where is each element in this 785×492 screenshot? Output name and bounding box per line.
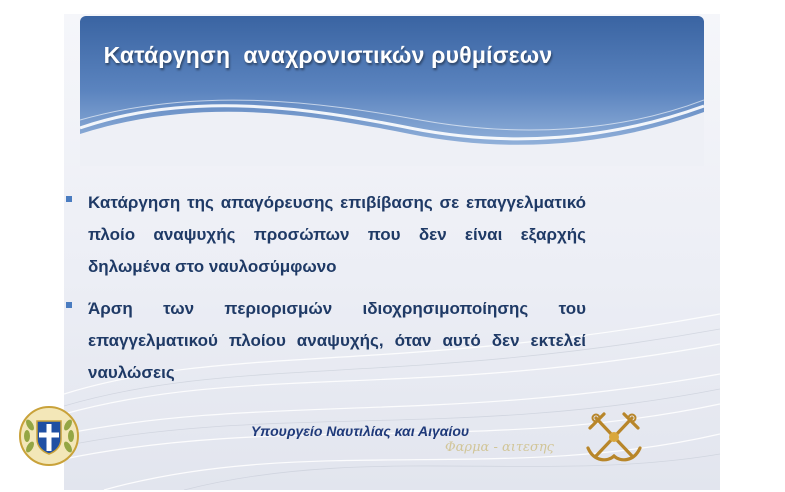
square-bullet-icon xyxy=(66,196,72,202)
signature-mark: Φαρμα - αιτεσης xyxy=(445,440,554,455)
bullet-list xyxy=(66,187,586,399)
slide-title: Κατάργηση αναχρονιστικών ρυθμίσεων xyxy=(103,42,553,68)
square-bullet-icon xyxy=(66,302,72,308)
crossed-anchors-icon xyxy=(584,410,644,466)
bullet-text: Κατάργηση της απαγόρευσης επιβίβασης σε επαγγελματικό πλοίο αναψυχής προσώπων που δεν είναι εξαρχής δηλωμένα στο ναυλοσύμφωνο xyxy=(88,193,586,276)
ministry-footer: Υπουργείο Ναυτιλίας και Αιγαίου xyxy=(250,423,470,439)
list-item xyxy=(66,187,586,283)
hellenic-emblem-icon xyxy=(18,405,80,467)
bullet-text: Άρση των περιορισμών ιδιοχρησιμοποίησης του επαγγελματικού πλοίου αναψυχής, όταν αυτό δεν εκτελεί ναυλώσεις xyxy=(88,299,586,382)
title-banner xyxy=(80,16,704,166)
list-item xyxy=(66,293,586,389)
